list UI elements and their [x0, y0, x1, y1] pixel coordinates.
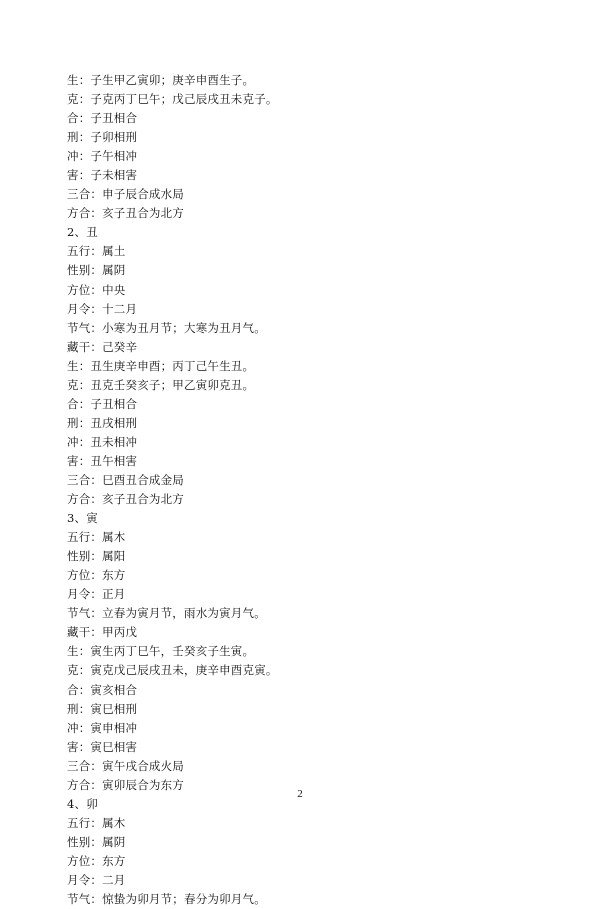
line-value: 正月	[102, 587, 126, 602]
text-line	[67, 566, 537, 585]
line-value: 属土	[102, 244, 126, 259]
line-label: 冲：	[67, 720, 91, 735]
line-value: 属木	[102, 530, 126, 545]
line-label: 藏干：	[67, 339, 103, 354]
line-label: 害：	[67, 168, 91, 183]
text-line	[67, 261, 537, 280]
text-line	[67, 471, 537, 490]
line-label: 五行：	[67, 815, 103, 830]
line-label: 克：	[67, 92, 91, 107]
line-label: 合：	[67, 396, 91, 411]
line-label: 月令：	[67, 587, 103, 602]
text-line	[67, 357, 537, 376]
line-label: 生：	[67, 358, 91, 373]
line-value: 东方	[102, 568, 126, 583]
line-value: 寅巳相刑	[90, 701, 138, 716]
line-label: 方合：	[67, 206, 103, 221]
line-value: 甲丙戊	[102, 625, 138, 640]
text-line	[67, 281, 537, 300]
line-label: 生：	[67, 73, 91, 87]
text-line	[67, 528, 537, 547]
page-number: 2	[297, 788, 303, 800]
line-value: 己癸辛	[102, 339, 138, 354]
text-line	[67, 185, 537, 204]
text-line	[67, 890, 537, 909]
text-line	[67, 642, 537, 661]
text-line	[67, 166, 537, 185]
line-value: 丑未相冲	[90, 434, 138, 449]
line-label: 方位：	[67, 568, 103, 583]
line-label: 月令：	[67, 301, 103, 316]
line-value: 中央	[102, 282, 126, 297]
text-line	[67, 604, 537, 623]
text-line	[67, 204, 537, 223]
line-value: 属阳	[102, 549, 126, 564]
line-value: 丑午相害	[90, 453, 138, 468]
line-label: 刑：	[67, 130, 91, 145]
line-value: 寅生丙丁巳午，壬癸亥子生寅。	[90, 644, 255, 659]
text-line	[67, 661, 537, 680]
text-line	[67, 300, 537, 319]
line-value: 惊蛰为卯月节；春分为卯月气。	[102, 892, 266, 907]
line-label: 三合：	[67, 758, 103, 773]
line-value: 丑克壬癸亥子；甲乙寅卯克丑。	[90, 377, 255, 392]
document-body	[67, 71, 537, 909]
text-line	[67, 90, 537, 109]
text-line	[67, 319, 537, 338]
line-label: 节气：	[67, 606, 103, 621]
line-label: 方位：	[67, 853, 103, 868]
section-heading	[67, 223, 537, 242]
line-value: 寅亥相合	[90, 682, 138, 697]
line-label: 刑：	[67, 701, 91, 716]
text-line	[67, 414, 537, 433]
text-line	[67, 871, 537, 890]
text-line	[67, 109, 537, 128]
text-line	[67, 452, 537, 471]
line-value: 属木	[102, 815, 126, 830]
line-value: 小寒为丑月节；大寒为丑月气。	[102, 320, 266, 335]
line-value: 子生甲乙寅卯；庚辛申酉生子。	[90, 73, 255, 87]
text-line	[67, 71, 537, 90]
line-label: 藏干：	[67, 625, 103, 640]
line-value: 子午相冲	[90, 149, 138, 164]
line-label: 性别：	[67, 263, 103, 278]
line-label: 冲：	[67, 149, 91, 164]
line-label: 性别：	[67, 834, 103, 849]
line-value: 4、卯	[67, 796, 98, 811]
line-label: 方合：	[67, 777, 103, 792]
text-line	[67, 433, 537, 452]
text-line	[67, 681, 537, 700]
text-line	[67, 585, 537, 604]
line-label: 刑：	[67, 415, 91, 430]
line-value: 十二月	[102, 301, 138, 316]
line-value: 属阴	[102, 263, 126, 278]
text-line	[67, 719, 537, 738]
line-value: 子丑相合	[90, 111, 138, 126]
line-value: 子未相害	[90, 168, 138, 183]
line-label: 克：	[67, 663, 91, 678]
text-line	[67, 376, 537, 395]
text-line	[67, 738, 537, 757]
line-value: 立春为寅月节，雨水为寅月气。	[102, 606, 266, 621]
text-line	[67, 338, 537, 357]
line-value: 丑生庚辛申酉；丙丁己午生丑。	[90, 358, 255, 373]
line-label: 冲：	[67, 434, 91, 449]
line-value: 2、丑	[67, 225, 98, 240]
line-label: 生：	[67, 644, 91, 659]
line-value: 寅克戊己辰戌丑未，庚辛申酉克寅。	[90, 663, 278, 678]
line-value: 寅卯辰合为东方	[102, 777, 185, 792]
line-value: 3、寅	[67, 511, 98, 526]
line-value: 子卯相刑	[90, 130, 138, 145]
line-label: 三合：	[67, 187, 103, 202]
line-label: 合：	[67, 111, 91, 126]
text-line	[67, 128, 537, 147]
line-label: 害：	[67, 739, 91, 754]
line-label: 节气：	[67, 320, 103, 335]
line-label: 五行：	[67, 530, 103, 545]
text-line	[67, 490, 537, 509]
text-line	[67, 833, 537, 852]
text-line	[67, 547, 537, 566]
line-value: 寅申相冲	[90, 720, 138, 735]
line-label: 合：	[67, 682, 91, 697]
line-value: 申子辰合成水局	[102, 187, 185, 202]
line-label: 方位：	[67, 282, 103, 297]
line-value: 二月	[102, 872, 126, 887]
section-heading	[67, 509, 537, 528]
line-value: 属阴	[102, 834, 126, 849]
line-label: 节气：	[67, 892, 103, 907]
line-label: 五行：	[67, 244, 103, 259]
line-value: 子克丙丁巳午；戊己辰戌丑未克子。	[90, 92, 278, 107]
text-line	[67, 147, 537, 166]
line-value: 亥子丑合为北方	[102, 206, 185, 221]
line-label: 害：	[67, 453, 91, 468]
line-value: 寅午戌合成火局	[102, 758, 185, 773]
line-value: 寅巳相害	[90, 739, 138, 754]
line-value: 丑戌相刑	[90, 415, 138, 430]
line-value: 东方	[102, 853, 126, 868]
text-line	[67, 242, 537, 261]
line-label: 月令：	[67, 872, 103, 887]
text-line	[67, 852, 537, 871]
line-value: 亥子丑合为北方	[102, 492, 185, 507]
text-line	[67, 814, 537, 833]
line-label: 克：	[67, 377, 91, 392]
text-line	[67, 395, 537, 414]
text-line	[67, 757, 537, 776]
line-label: 方合：	[67, 492, 103, 507]
line-label: 性别：	[67, 549, 103, 564]
line-label: 三合：	[67, 472, 103, 487]
text-line	[67, 700, 537, 719]
line-value: 巳酉丑合成金局	[102, 472, 185, 487]
line-value: 子丑相合	[90, 396, 138, 411]
text-line	[67, 623, 537, 642]
